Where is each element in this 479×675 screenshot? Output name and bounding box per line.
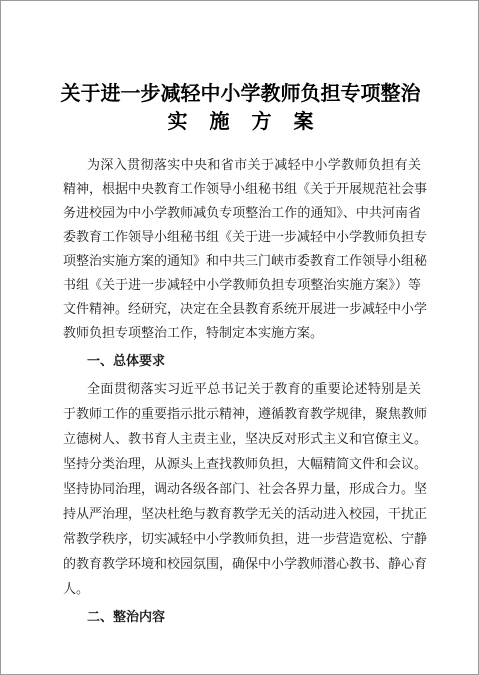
intro-paragraph-line: 文件精神。经研究，决定在全县教育系统开展进一步减轻中小学 xyxy=(63,302,428,317)
section1-paragraph-line: 常教学秩序，切实减轻中小学教师负担，进一步营造宽松、宁静 xyxy=(63,532,428,547)
section-heading-content: 二、整治内容 xyxy=(87,610,166,625)
section1-paragraph-line: 坚持分类治理，从源头上查找教师负担，大幅精简文件和会议。 xyxy=(63,457,428,472)
intro-paragraph-line: 委教育工作领导小组秘书组《关于进一步减轻中小学教师负担专 xyxy=(63,230,428,245)
document-title-line1: 关于进一步减轻中小学教师负担专项整治 xyxy=(60,81,421,105)
intro-paragraph-line: 教师负担专项整治工作，特制定本实施方案。 xyxy=(63,326,324,341)
section1-paragraph-line: 全面贯彻落实习近平总书记关于教育的重要论述特别是关 xyxy=(87,382,421,397)
intro-paragraph-line: 务进校园为中小学教师减负专项整治工作的通知》、中共河南省 xyxy=(63,206,421,221)
section1-paragraph-line: 持从严治理，坚决杜绝与教育教学无关的活动进入校园，干扰正 xyxy=(63,507,428,522)
section1-paragraph-line: 坚持协同治理，调动各级各部门、社会各界力量，形成合力。坚 xyxy=(63,482,428,497)
section1-paragraph-line: 立德树人、教书育人主责主业，坚决反对形式主义和官僚主义。 xyxy=(63,432,428,447)
section1-paragraph-line: 人。 xyxy=(63,582,90,597)
intro-paragraph-line: 项整治实施方案的通知》和中共三门峡市委教育工作领导小组秘 xyxy=(63,254,428,269)
intro-paragraph-line: 书组《关于进一步减轻中小学教师负担专项整治实施方案》）等 xyxy=(63,278,421,293)
section-heading-general: 一、总体要求 xyxy=(87,354,166,369)
document-title-line2: 实施方案 xyxy=(167,109,336,133)
section1-paragraph-line: 的教育教学环境和校园氛围，确保中小学教师潜心教书、静心育 xyxy=(63,557,428,572)
intro-paragraph-line: 为深入贯彻落实中央和省市关于减轻中小学教师负担有关 xyxy=(87,158,421,173)
section1-paragraph-line: 于教师工作的重要指示批示精神，遵循教育教学规律，聚焦教师 xyxy=(63,407,428,422)
intro-paragraph-line: 精神，根据中央教育工作领导小组秘书组《关于开展规范社会事 xyxy=(63,182,428,197)
